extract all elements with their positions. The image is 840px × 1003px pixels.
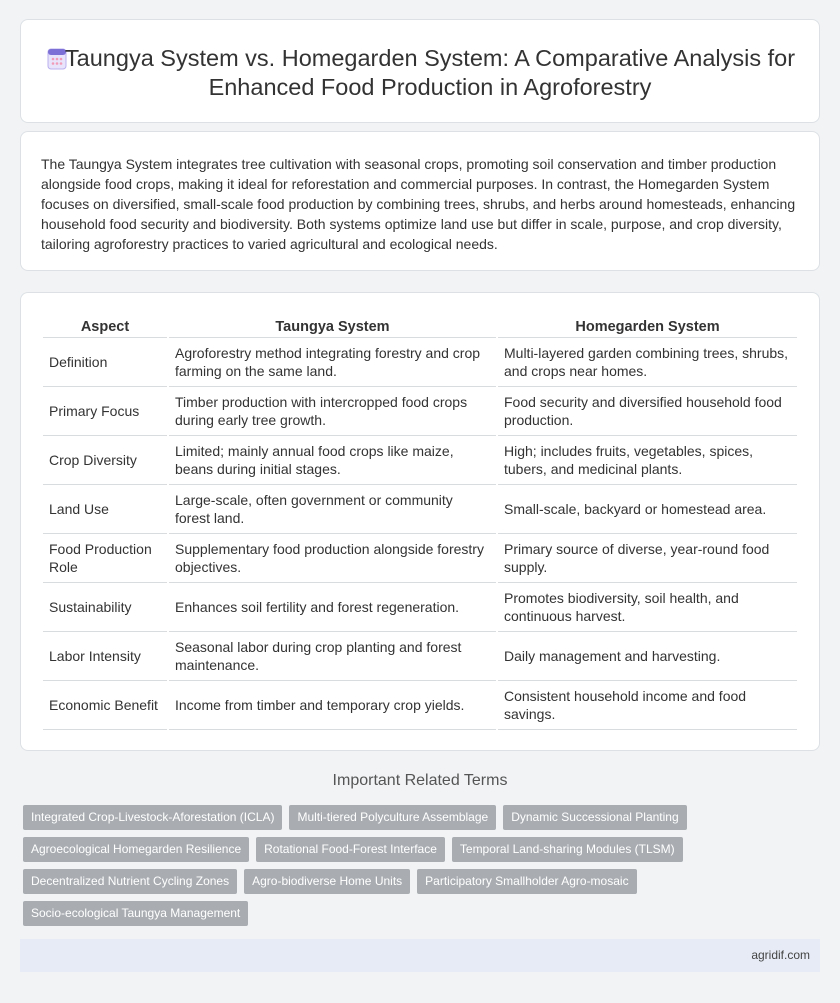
column-header-homegarden: Homegarden System [498, 315, 797, 338]
related-terms-heading: Important Related Terms [332, 772, 508, 789]
related-term-tag[interactable]: Participatory Smallholder Agro-mosaic [417, 869, 636, 894]
page-title: Taungya System vs. Homegarden System: A Comparative Analysis for Enhanced Food Production in Agroforestry [64, 45, 796, 100]
homegarden-cell: Small-scale, backyard or homestead area. [498, 485, 797, 534]
taungya-cell: Supplementary food production alongside forestry objectives. [169, 534, 496, 583]
comparison-table-card [20, 292, 820, 751]
homegarden-cell: Multi-layered garden combining trees, shrubs, and crops near homes. [498, 338, 797, 387]
intro-card [20, 131, 820, 271]
footer-bar [20, 939, 820, 972]
aspect-cell: Food Production Role [43, 534, 167, 583]
footer-site-link[interactable]: agridif.com [751, 948, 810, 962]
aspect-cell: Economic Benefit [43, 681, 167, 730]
related-term-tag[interactable]: Integrated Crop-Livestock-Aforestation (ICLA) [23, 805, 282, 830]
column-header-taungya: Taungya System [169, 315, 496, 338]
aspect-cell: Crop Diversity [43, 436, 167, 485]
table-row [43, 632, 797, 681]
related-term-tag[interactable]: Decentralized Nutrient Cycling Zones [23, 869, 237, 894]
taungya-cell: Income from timber and temporary crop yields. [169, 681, 496, 730]
aspect-cell: Primary Focus [43, 387, 167, 436]
taungya-cell: Seasonal labor during crop planting and forest maintenance. [169, 632, 496, 681]
related-term-tag[interactable]: Dynamic Successional Planting [503, 805, 686, 830]
related-terms-list [23, 805, 723, 926]
taungya-cell: Large-scale, often government or community forest land. [169, 485, 496, 534]
homegarden-cell: High; includes fruits, vegetables, spices, tubers, and medicinal plants. [498, 436, 797, 485]
aspect-cell: Labor Intensity [43, 632, 167, 681]
homegarden-cell: Promotes biodiversity, soil health, and continuous harvest. [498, 583, 797, 632]
taungya-cell: Agroforestry method integrating forestry and crop farming on the same land. [169, 338, 496, 387]
homegarden-cell: Food security and diversified household food production. [498, 387, 797, 436]
table-row [43, 485, 797, 534]
related-term-tag[interactable]: Agroecological Homegarden Resilience [23, 837, 249, 862]
aspect-cell: Definition [43, 338, 167, 387]
aspect-cell: Sustainability [43, 583, 167, 632]
homegarden-cell: Daily management and harvesting. [498, 632, 797, 681]
table-row [43, 387, 797, 436]
column-header-aspect: Aspect [43, 315, 167, 338]
related-term-tag[interactable]: Socio-ecological Taungya Management [23, 901, 248, 926]
homegarden-cell: Primary source of diverse, year-round food supply. [498, 534, 797, 583]
table-header-row [43, 315, 797, 338]
related-term-tag[interactable]: Multi-tiered Polyculture Assemblage [289, 805, 496, 830]
table-row [43, 338, 797, 387]
related-term-tag[interactable]: Temporal Land-sharing Modules (TLSM) [452, 837, 683, 862]
table-row [43, 681, 797, 730]
taungya-cell: Limited; mainly annual food crops like maize, beans during initial stages. [169, 436, 496, 485]
taungya-cell: Timber production with intercropped food crops during early tree growth. [169, 387, 496, 436]
homegarden-cell: Consistent household income and food savings. [498, 681, 797, 730]
aspect-cell: Land Use [43, 485, 167, 534]
table-row [43, 583, 797, 632]
taungya-cell: Enhances soil fertility and forest regeneration. [169, 583, 496, 632]
header-card [20, 19, 820, 123]
intro-paragraph: The Taungya System integrates tree cultivation with seasonal crops, promoting soil conservation and timber production alongside food crops, making it ideal for reforestation and commercial purposes. In contrast, the Homegarden System focuses on diversified, small-scale food production by combining trees, shrubs, and herbs around homesteads, enhancing household food security and biodiversity. Both systems optimize land use but differ in scale, purpose, and crop diversity, tailoring agroforestry practices to varied agricultural and ecological needs. [41, 156, 796, 252]
table-row [43, 534, 797, 583]
table-row [43, 436, 797, 485]
related-term-tag[interactable]: Agro-biodiverse Home Units [244, 869, 410, 894]
related-term-tag[interactable]: Rotational Food-Forest Interface [256, 837, 445, 862]
comparison-table [41, 315, 799, 730]
